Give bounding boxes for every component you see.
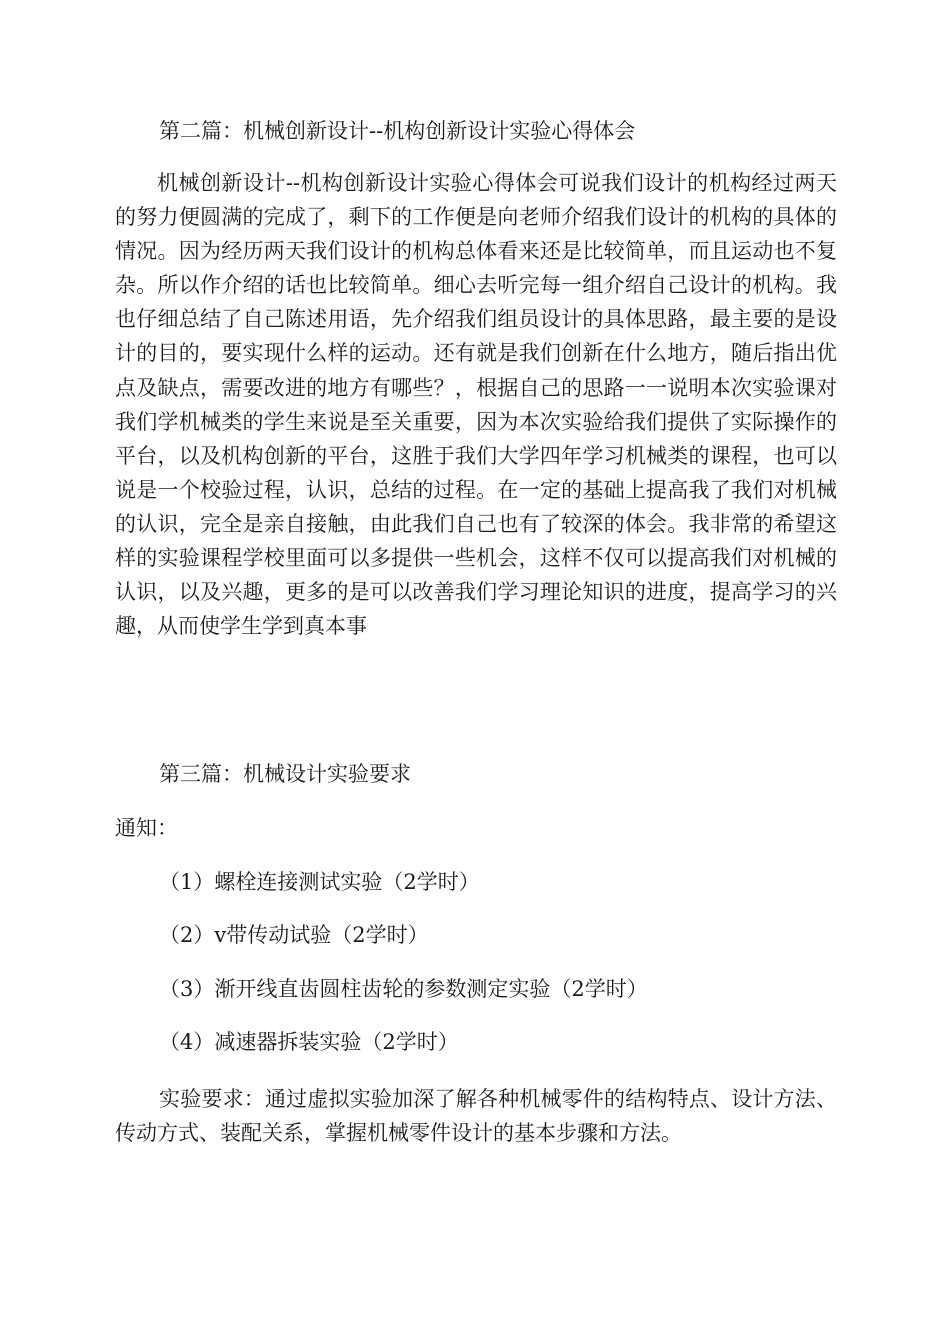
experiment-item-1: （1）螺栓连接测试实验（2学时） xyxy=(159,870,480,894)
section-2-body-paragraph: 机械创新设计--机构创新设计实验心得体会可说我们设计的机构经过两天的努力便圆满的完成了，剩下的工作便是向老师介绍我们设计的机构的具体的情况。因为经历两天我们设计的机构总体看来还是比较简单，而且运动也不复杂。所以作介绍的话也比较简单。细心去听完每一组介绍自己设计的机构。我也仔细总结了自己陈述用语，先介绍我们组员设计的具体思路，最主要的是设计的目的，要实现什么样的运动。还有就是我们创新在什么地方，随后指出优点及缺点，需要改进的地方有哪些？，根据自己的思路一一说明本次实验课对我们学机械类的学生来说是至关重要，因为本次实验给我们提供了实际操作的平台，以及机构创新的平台，这胜于我们大学四年学习机械类的课程，也可以说是一个校验过程，认识，总结的过程。在一定的基础上提高我了我们对机械的认识，完全是亲自接触，由此我们自己也有了较深的体会。我非常的希望这样的实验课程学校里面可以多提供一些机会，这样不仅可以提高我们对机械的认识，以及兴趣，更多的是可以改善我们学习理论知识的进度，提高学习的兴趣，从而使学生学到真本事 xyxy=(115,171,837,639)
experiment-requirement-paragraph: 实验要求：通过虚拟实验加深了解各种机械零件的结构特点、设计方法、传动方式、装配关系，掌握机械零件设计的基本步骤和方法。 xyxy=(115,1087,837,1145)
experiment-item-4: （4）减速器拆装实验（2学时） xyxy=(159,1030,459,1054)
section-3-heading: 第三篇：机械设计实验要求 xyxy=(159,762,411,786)
experiment-item-2: （2）v带传动试验（2学时） xyxy=(159,923,429,947)
notice-label: 通知： xyxy=(115,816,178,840)
section-2-heading: 第二篇：机械创新设计--机构创新设计实验心得体会 xyxy=(159,119,636,143)
experiment-item-3: （3）渐开线直齿圆柱齿轮的参数测定实验（2学时） xyxy=(159,977,648,1001)
